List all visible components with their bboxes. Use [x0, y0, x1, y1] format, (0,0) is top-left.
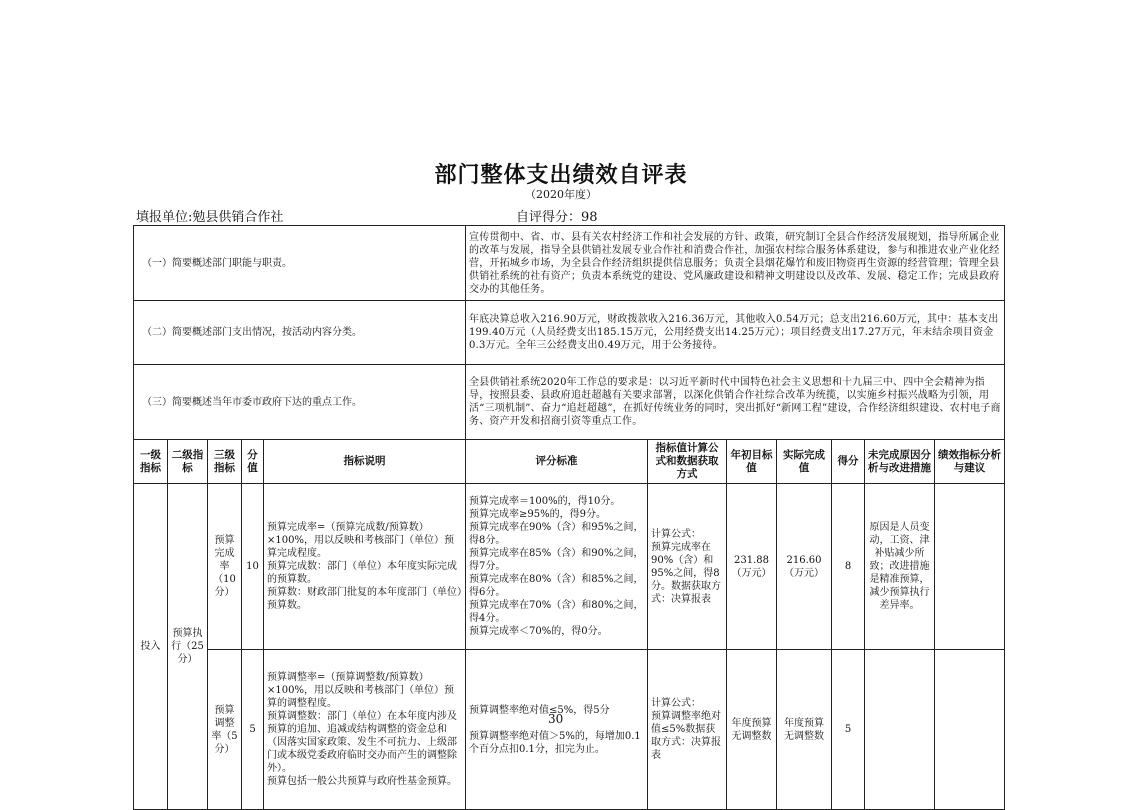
column-header: 分值: [242, 440, 264, 484]
standard-cell: 预算完成率＝100%的，得10分。 预算完成率≥95%的，得9分。 预算完成率在90%（含）和95%之间，得8分。 预算完成率在85%（含）和90%之间，得7分。 预算完成率在80%（含）和85%之间，得6分。 预算完成率在70%（含）和80%之间，得4分。 预算完成率＜70%的，得0分。: [466, 484, 648, 650]
column-header: 实际完成值: [777, 440, 832, 484]
level2-cell: 预算执行（25分）: [168, 484, 208, 810]
column-header: 二级指标: [168, 440, 208, 484]
summary-label: （三）简要概述当年市委市政府下达的重点工作。: [134, 365, 466, 440]
report-year: （2020年度）: [525, 188, 597, 201]
column-header: 三级指标: [208, 440, 242, 484]
column-header: 未完成原因分析与改进措施: [865, 440, 935, 484]
summary-label: （二）简要概述部门支出情况，按活动内容分类。: [134, 301, 466, 365]
column-header: 绩效指标分析与建议: [935, 440, 1005, 484]
column-header-row: [134, 440, 1005, 484]
table-row: [134, 484, 1005, 650]
page-title: 部门整体支出绩效自评表: [434, 162, 688, 188]
score-cell: 5: [832, 650, 865, 810]
self-score: 自评得分：98: [516, 210, 598, 225]
reason-cell: 原因是人员变动，工资、津补贴减少所致；改进措施是精准预算，减少预算执行差异率。: [865, 484, 935, 650]
summary-text: 年底决算总收入216.90万元，财政拨款收入216.36万元，其他收入0.54万元；总支出216.60万元，其中：基本支出199.40万元（人员经费支出185.15万元，公用经费支出14.25万元）；项目经费支出17.27万元，年末结余项目资金0.3万元。全年三公经费支出0.49万元，用于公务接待。: [466, 301, 1005, 365]
summary-text: 宣传贯彻中、省、市、县有关农村经济工作和社会发展的方针、政策，研究制订全县合作经济发展规划，指导所属企业的改革与发展，指导全县供销社发展专业合作社和消费合作社，加强农村综合服务体系建设，参与和推进农业产业化经营，开拓城乡市场，为全县合作经济组织提供信息服务；负责全县烟花爆竹和废旧物资再生资源的经营管理；管理全县供销社系统的社有资产；负责本系统党的建设、党风廉政建设和精神文明建设以及改革、发展、稳定工作；完成县政府交办的其他任务。: [466, 226, 1005, 301]
column-header: 指标说明: [264, 440, 466, 484]
points-cell: 5: [242, 650, 264, 810]
column-header: 一级指标: [134, 440, 168, 484]
column-header: 评分标准: [466, 440, 648, 484]
reason-cell: [865, 650, 935, 810]
column-header: 指标值计算公式和数据获取方式: [648, 440, 727, 484]
formula-cell: 计算公式： 预算完成率在90%（含）和95%之间，得8分。数据获取方式：决算报表: [648, 484, 727, 650]
level1-cell: 投入: [134, 484, 168, 810]
standard-cell: 预算调整率绝对值≤5%，得5分 预算调整率绝对值＞5%的，每增加0.1个百分点扣0.1分，扣完为止。: [466, 650, 648, 810]
summary-row: [134, 226, 1005, 301]
desc-cell: 预算完成率=（预算完成数/预算数）×100%，用以反映和考核部门（单位）预算完成程度。 预算完成数：部门（单位）本年度实际完成的预算数。 预算数：财政部门批复的本年度部门（单位）预算数。: [264, 484, 466, 650]
summary-label: （一）简要概述部门职能与职责。: [134, 226, 466, 301]
summary-row: [134, 301, 1005, 365]
performance-table: [133, 225, 1005, 810]
score-cell: 8: [832, 484, 865, 650]
points-cell: 10: [242, 484, 264, 650]
level3-cell: 预算调整率（5分）: [208, 650, 242, 810]
advice-cell: [935, 484, 1005, 650]
summary-row: [134, 365, 1005, 440]
actual-cell: 216.60 （万元）: [777, 484, 832, 650]
advice-cell: [935, 650, 1005, 810]
target-cell: 年度预算无调整数: [727, 650, 777, 810]
table-row: [134, 650, 1005, 810]
summary-text: 全县供销社系统2020年工作总的要求是：以习近平新时代中国特色社会主义思想和十九届三中、四中全会精神为指导，按照县委、县政府追赶超越有关要求部署，以深化供销合作社综合改革为统揽，以实施乡村振兴战略为引领，用活“三项机制”、奋力“追赶超越”，在抓好传统业务的同时，突出抓好“新网工程”建设，合作经济组织建设、农村电子商务、资产开发和招商引资等重点工作。: [466, 365, 1005, 440]
column-header: 年初目标值: [727, 440, 777, 484]
page-number: 30: [548, 712, 564, 726]
reporting-unit: 填报单位:勉县供销合作社: [136, 210, 284, 225]
target-cell: 231.88 （万元）: [727, 484, 777, 650]
actual-cell: 年度预算无调整数: [777, 650, 832, 810]
column-header: 得分: [832, 440, 865, 484]
level3-cell: 预算完成率（10分）: [208, 484, 242, 650]
desc-cell: 预算调整率=（预算调整数/预算数）×100%，用以反映和考核部门（单位）预算的调整程度。 预算调整数：部门（单位）在本年度内涉及预算的追加、追减或结构调整的资金总和（因落实国家政策、发生不可抗力、上级部门或本级党委政府临时交办而产生的调整除外）。 预算包括一般公共预算与政府性基金预算。: [264, 650, 466, 810]
formula-cell: 计算公式： 预算调整率绝对值≤5%数据获取方式：决算报表: [648, 650, 727, 810]
